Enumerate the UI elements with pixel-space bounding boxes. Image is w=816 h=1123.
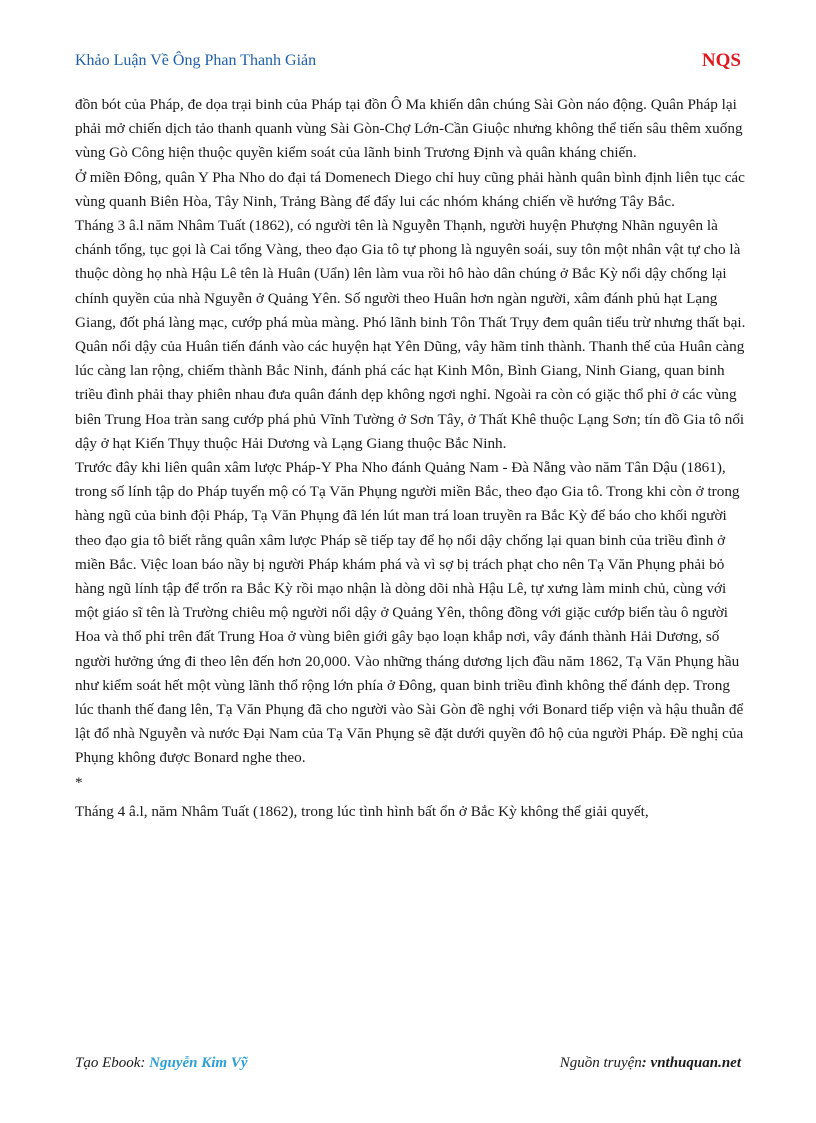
source-credit: [560, 1055, 741, 1072]
ebook-credit: [75, 1055, 248, 1072]
publisher-brand: NQS: [701, 50, 741, 71]
ebook-credit-label: Tạo Ebook: [75, 1055, 141, 1071]
source-label: Nguồn truyện: [559, 1055, 642, 1071]
page-header: [75, 50, 741, 76]
source-colon: :: [641, 1055, 651, 1071]
page-footer: [75, 1055, 741, 1077]
ebook-creator-name[interactable]: Nguyễn Kim Vỹ: [149, 1055, 248, 1071]
section-separator: *: [75, 773, 83, 791]
page-body: [75, 93, 746, 824]
paragraph: Tháng 3 â.l năm Nhâm Tuất (1862), có người tên là Nguyễn Thạnh, người huyện Phượng Nhãn nguyên là chánh tổng, tục gọi là Cai tổng Vàng, theo đạo Gia tô tự phong là nguyên soái, suy tôn một nhân vật tự cho là thuộc dòng họ nhà Hậu Lê tên là Huân (Uẩn) lên làm vua rồi hô hào dân chúng ở Bắc Kỳ nổi dậy chống lại chính quyền của nhà Nguyễn ở Quảng Yên. Số người theo Huân hơn ngàn người, xâm đánh phủ hạt Lạng Giang, đốt phá làng mạc, cướp phá mùa màng. Phó lãnh binh Tôn Thất Trụy đem quân tiểu trừ nhưng thất bại. Quân nổi dậy của Huân tiến đánh vào các huyện hạt Yên Dũng, vây hãm tỉnh thành. Thanh thế của Huân càng lúc càng lan rộng, chiếm thành Bắc Ninh, đánh phá các hạt Kinh Môn, Bình Giang, Ninh Giang, quan binh triều đình phải thay phiên nhau đưa quân đánh dẹp không ngơi nghỉ. Ngoài ra còn có giặc thổ phỉ ở các vùng biên Trung Hoa tràn sang cướp phá phủ Vĩnh Tường ở Sơn Tây, ở Thất Khê thuộc Lạng Sơn; tín đồ Gia tô nổi dậy ở hạt Kiến Thụy thuộc Hải Dương và Lạng Giang thuộc Bắc Ninh.: [75, 217, 746, 452]
paragraph: Trước đây khi liên quân xâm lược Pháp-Y Pha Nho đánh Quảng Nam - Đà Nẵng vào năm Tân Dậu (1861), trong số lính tập do Pháp tuyển mộ có Tạ Văn Phụng người miền Bắc, theo đạo Gia tô. Trong khi còn ở trong hàng ngũ của binh đội Pháp, Tạ Văn Phụng đã lén lút man trá loan truyền ra Bắc Kỳ để báo cho khối người theo đạo gia tô biết rằng quân xâm lược Pháp sẽ tiếp tay để họ nổi dậy chống lại quan binh của triều đình ở miền Bắc. Việc loan báo nầy bị người Pháp khám phá và vì sợ bị trách phạt cho nên Tạ Văn Phụng phải bỏ hàng ngũ lính tập để trốn ra Bắc Kỳ rồi mạo nhận là dòng dõi nhà Hậu Lê, tự xưng làm minh chủ, cùng với một giáo sĩ tên là Trường chiêu mộ người nổi dậy ở Quảng Yên, thông đồng với giặc cướp biển tàu ô người Hoa và thổ phỉ trên đất Trung Hoa ở vùng biên giới gây bạo loạn khắp nơi, vây đánh thành Hải Dương, số người hưởng ứng đi theo lên đến hơn 20,000. Vào những tháng dương lịch đầu năm 1862, Tạ Văn Phụng hầu như kiểm soát hết một vùng lãnh thổ rộng lớn phía ở Đông, quan binh triều đình không thể đánh dẹp. Trong lúc thanh thế đang lên, Tạ Văn Phụng đã cho người vào Sài Gòn đề nghị với Bonard tiếp viện và hậu thuẫn để lật đổ nhà Nguyễn và nước Đại Nam của Tạ Văn Phụng sẽ đặt dưới quyền đô hộ của người Pháp. Đề nghị của Phụng không được Bonard nghe theo.: [75, 459, 744, 767]
source-site-link[interactable]: vnthuquan.net: [650, 1055, 741, 1071]
ebook-credit-colon: :: [140, 1055, 150, 1071]
paragraph: Tháng 4 â.l, năm Nhâm Tuất (1862), trong lúc tình hình bất ổn ở Bắc Kỳ không thể giải quyết,: [75, 802, 649, 820]
book-title: Khảo Luận Về Ông Phan Thanh Giản: [75, 52, 317, 69]
paragraph: Ở miền Đông, quân Y Pha Nho do đại tá Domenech Diego chỉ huy cũng phải hành quân bình định liên tục các vùng quanh Biên Hòa, Tây Ninh, Trảng Bàng để đẩy lui các nhóm kháng chiến về hướng Tây Bắc.: [75, 168, 745, 210]
paragraph: đồn bót của Pháp, đe dọa trại binh của Pháp tại đồn Ô Ma khiến dân chúng Sài Gòn náo động. Quân Pháp lại phải mở chiến dịch tảo thanh quanh vùng Sài Gòn-Chợ Lớn-Cần Giuộc nhưng không thể tiến sâu thêm xuống vùng Gò Công hiện thuộc quyền kiểm soát của lãnh binh Trương Định và quân kháng chiến.: [75, 96, 743, 162]
